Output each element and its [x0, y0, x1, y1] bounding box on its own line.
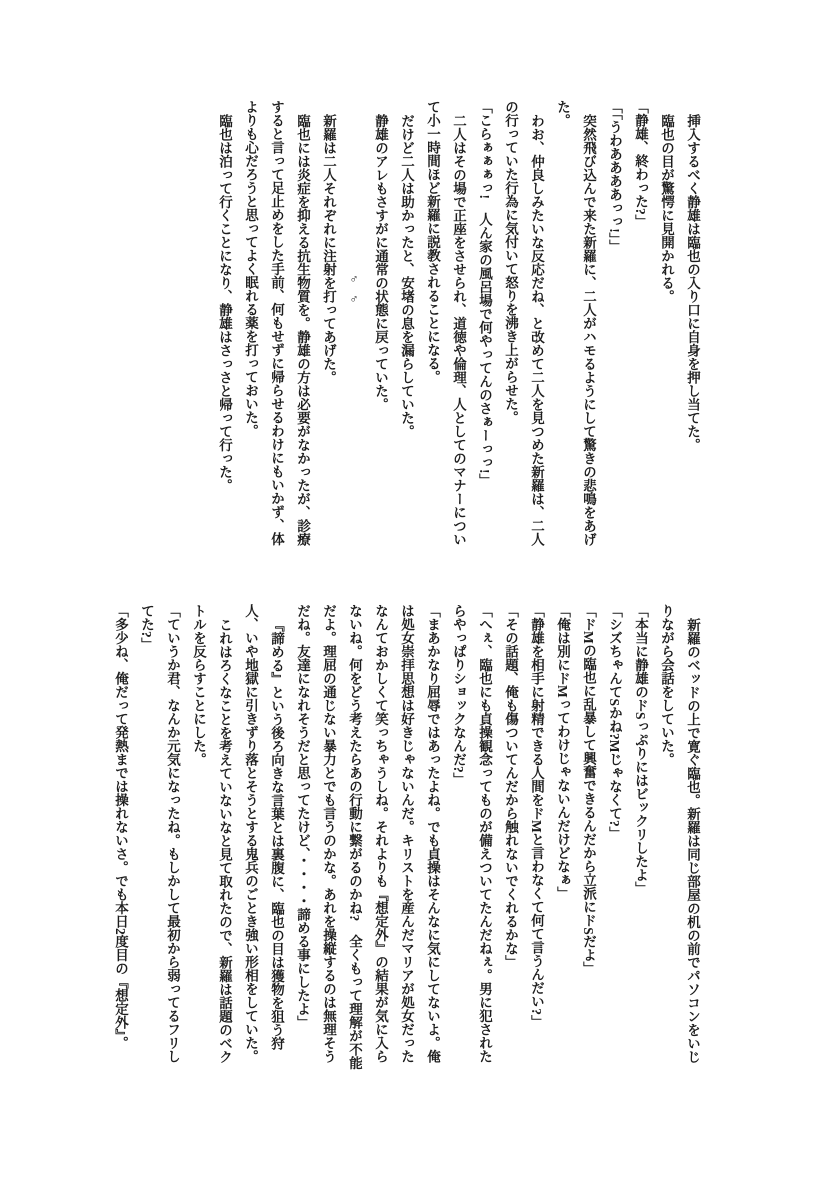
narrative-paragraph: わお、仲良しみたいな反応だね、と改めて二人を見つめた新羅は、二人の行っていた行為に気付いて怒りを沸き上がらせた。: [503, 100, 544, 546]
narrative-paragraph: 臨也は泊って行くことになり、静雄はさっさと帰って行った。: [217, 113, 232, 492]
narrative-paragraph: 静雄のアレもさすがに通常の状態に戻っていた。: [373, 113, 388, 411]
dialogue-paragraph: 「ていうか君、なんか元気になったね。もしかして最初から弱ってるフリしてた?」: [139, 604, 180, 1063]
narrative-paragraph: 『諦める』という後ろ向きな言葉とは裏腹に、臨也の目は獲物を狙う狩人、いや地獄に引きずり落とそうとする鬼兵のごとき強い形相をしていた。: [243, 604, 284, 1063]
story-section-bottom: [107, 604, 705, 1076]
narrative-paragraph: だけど二人は助かったと、安堵の息を漏らしていた。: [399, 113, 414, 438]
story-section-top: [211, 100, 705, 552]
narrative-paragraph: 突然飛び込んで来た新羅に、二人がハモるようにして驚きの悲鳴をあげた。: [555, 100, 596, 546]
dialogue-paragraph: 「へぇ、臨也にも貞操観念ってものが備えついてたんだねぇ。男に犯されたらやっぱりショックなんだ?」: [451, 604, 492, 1063]
dialogue-paragraph: 「静雄、終わった?」: [633, 100, 648, 229]
dialogue-paragraph: 「その話題、俺も傷ついてんだから触れないでくれるかな」: [503, 604, 518, 969]
narrative-paragraph: 臨也の目が驚愕に見開かれる。: [659, 113, 674, 303]
narrative-paragraph: 挿入するべく静雄は臨也の入り口に自身を押し当てた。: [685, 113, 700, 451]
narrative-paragraph: これはろくなことを考えていないなと見て取れたので、新羅は話題のベクトルを反らすことにした。: [191, 604, 232, 1063]
narrative-paragraph: 二人はその場で正座をさせられ、道徳や倫理、人としてのマナーについて小一時間ほど新羅に説教されることになる。: [425, 100, 466, 546]
narrative-paragraph: 新羅は二人それぞれに注射を打ってあげた。: [321, 113, 336, 384]
dialogue-paragraph: 「本当に静雄のドSっぷりにはビックリしたよ」: [633, 604, 648, 896]
dialogue-paragraph: 「静雄を相手に射精できる人間をドMと言わなくて何て言うんだい?」: [529, 604, 544, 1029]
narrative-paragraph: 臨也には炎症を抑える抗生物質を。静雄の方は必要がなかったが、診療すると言って足止めをした手前、何もせずに帰らせるわけにもいかず、体よりも心だろうと思ってよく眠れる薬を打っておいた。: [243, 100, 310, 546]
double-male-icon: ♂♂: [347, 272, 361, 312]
dialogue-paragraph: 「シズちゃんてSかね?Mじゃなくて?」: [607, 604, 622, 841]
dialogue-paragraph: 「多少ね、俺だって発熱までは操れないさ。でも本日2度目の『想定外』。: [113, 604, 128, 1050]
dialogue-paragraph: 「まあかなり屈辱ではあったよね。でも貞操はそんなに気にしてないよ。俺は処女崇拝思想は好きじゃないんだ。キリストを産んだマリアが処女だったなんておかしくて笑っちゃうしね。それよりも『想定外』の結果が気に入らないね。何をどう考えたらあの行動に繋がるのかね? 全くもって理解が不能だよ。理屈の通じない暴力とでも言うのかな。あれを操縦するのは無理そうだね。友達になれそうだと思ってたけど、・・・・諦める事にしたよ」: [295, 604, 440, 1070]
narrative-paragraph: 新羅のベッドの上で寛ぐ臨也。新羅は同じ部屋の机の前でパソコンをいじりながら会話をしていた。: [659, 604, 700, 1063]
dialogue-paragraph: 「「うわああああっっ!」」: [607, 100, 622, 253]
dialogue-paragraph: 「こらぁぁぁっ! 人ん家の風呂場で何やってんのさぁーっっ!」: [477, 100, 492, 487]
dialogue-paragraph: 「ドMの臨也に乱暴して興奮できるんだから立派にドSだよ」: [581, 604, 596, 976]
dialogue-paragraph: 「俺は別にドMってわけじゃないんだけどなぁ」: [555, 604, 570, 901]
